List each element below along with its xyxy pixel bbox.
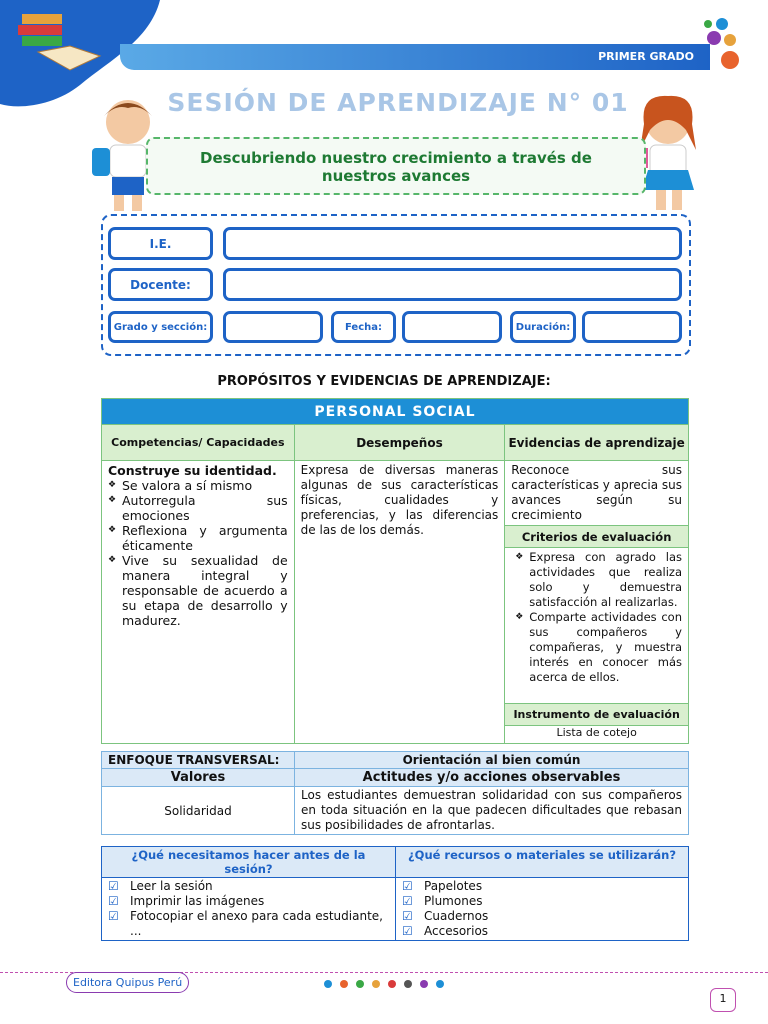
- duracion-input[interactable]: [582, 311, 682, 343]
- ie-label: I.E.: [108, 227, 213, 260]
- instrumento-header: Instrumento de evaluación: [505, 704, 689, 726]
- list-item: ❖ Expresa con agrado las actividades que realiza solo y demuestra satisfacción al realizarlas.: [515, 550, 682, 610]
- grado-label: Grado y sección:: [108, 311, 213, 343]
- list-item: ☑ Leer la sesión: [108, 879, 389, 894]
- list-item: ☑ Plumones: [402, 894, 682, 909]
- instrumento-value: Lista de cotejo: [505, 726, 689, 744]
- valores-header: Valores: [102, 769, 295, 787]
- page-title: SESIÓN DE APRENDIZAJE N° 01: [167, 88, 629, 117]
- antes-cell: [102, 878, 396, 941]
- duracion-label: Duración:: [510, 311, 576, 343]
- purposes-table: [101, 398, 689, 744]
- list-item: ☑ Cuadernos: [402, 909, 682, 924]
- recursos-header: ¿Qué recursos o materiales se utilizarán?: [396, 847, 689, 878]
- ie-input[interactable]: [223, 227, 682, 260]
- session-subtitle: [146, 137, 646, 195]
- enfoque-table: [101, 751, 689, 835]
- actitudes-header: Actitudes y/o acciones observables: [295, 769, 689, 787]
- book-stack-icon: [22, 14, 62, 24]
- dots-decoration: [702, 14, 750, 72]
- criterios-cell: [505, 548, 689, 704]
- competencia-title: Construye su identidad.: [108, 463, 277, 478]
- antes-header: ¿Qué necesitamos hacer antes de la sesión?: [102, 847, 396, 878]
- col-desempenos: Desempeños: [294, 425, 505, 461]
- list-item: ❖ Autorregula sus emociones: [108, 493, 288, 523]
- list-item: ❖ Se valora a sí mismo: [108, 478, 288, 493]
- preparation-table: [101, 846, 689, 941]
- valor-cell: Solidaridad: [102, 787, 295, 835]
- list-item: ☑ Fotocopiar el anexo para cada estudiante, ...: [108, 909, 389, 939]
- publisher-badge: Editora Quipus Perú: [66, 972, 189, 993]
- pencil-dots-decoration: [322, 977, 446, 991]
- evidencia-cell: Reconoce sus características y aprecia sus avances según su crecimiento: [505, 461, 689, 526]
- desempeno-cell: Expresa de diversas maneras algunas de sus características físicas, cualidades y preferencias, y las diferencias de las de los demás.: [294, 461, 505, 744]
- list-item: ❖ Vive su sexualidad de manera integral y responsable de acuerdo a su etapa de desarrollo y madurez.: [108, 553, 288, 628]
- grade-label: PRIMER GRADO: [598, 50, 694, 63]
- grado-input[interactable]: [223, 311, 323, 343]
- list-item: ☑ Papelotes: [402, 879, 682, 894]
- page-number: 1: [710, 988, 736, 1012]
- fecha-input[interactable]: [402, 311, 502, 343]
- section-title: PROPÓSITOS Y EVIDENCIAS DE APRENDIZAJE:: [217, 374, 551, 389]
- capacidades-list: [108, 478, 288, 628]
- area-header: PERSONAL SOCIAL: [102, 399, 689, 425]
- accion-cell: Los estudiantes demuestran solidaridad con sus compañeros en toda situación en la que padecen dificultades que rebasan sus posibilidades de afrontarlas.: [295, 787, 689, 835]
- col-evidencias: Evidencias de aprendizaje: [505, 425, 689, 461]
- enfoque-value: Orientación al bien común: [295, 752, 689, 769]
- enfoque-label: ENFOQUE TRANSVERSAL:: [102, 752, 295, 769]
- criterios-header: Criterios de evaluación: [505, 526, 689, 548]
- list-item: ❖ Reflexiona y argumenta éticamente: [108, 523, 288, 553]
- competencia-cell: [102, 461, 295, 744]
- list-item: ❖ Comparte actividades con sus compañeros y compañeras, y muestra interés en conocer más acerca de ellos.: [515, 610, 682, 685]
- list-item: ☑ Imprimir las imágenes: [108, 894, 389, 909]
- col-competencias: Competencias/ Capacidades: [102, 425, 295, 461]
- list-item: ☑ Accesorios: [402, 924, 682, 939]
- subtitle-text: Descubriendo nuestro crecimiento a través de nuestros avances: [200, 149, 592, 185]
- docente-input[interactable]: [223, 268, 682, 301]
- fecha-label: Fecha:: [331, 311, 396, 343]
- docente-label: Docente:: [108, 268, 213, 301]
- recursos-cell: [396, 878, 689, 941]
